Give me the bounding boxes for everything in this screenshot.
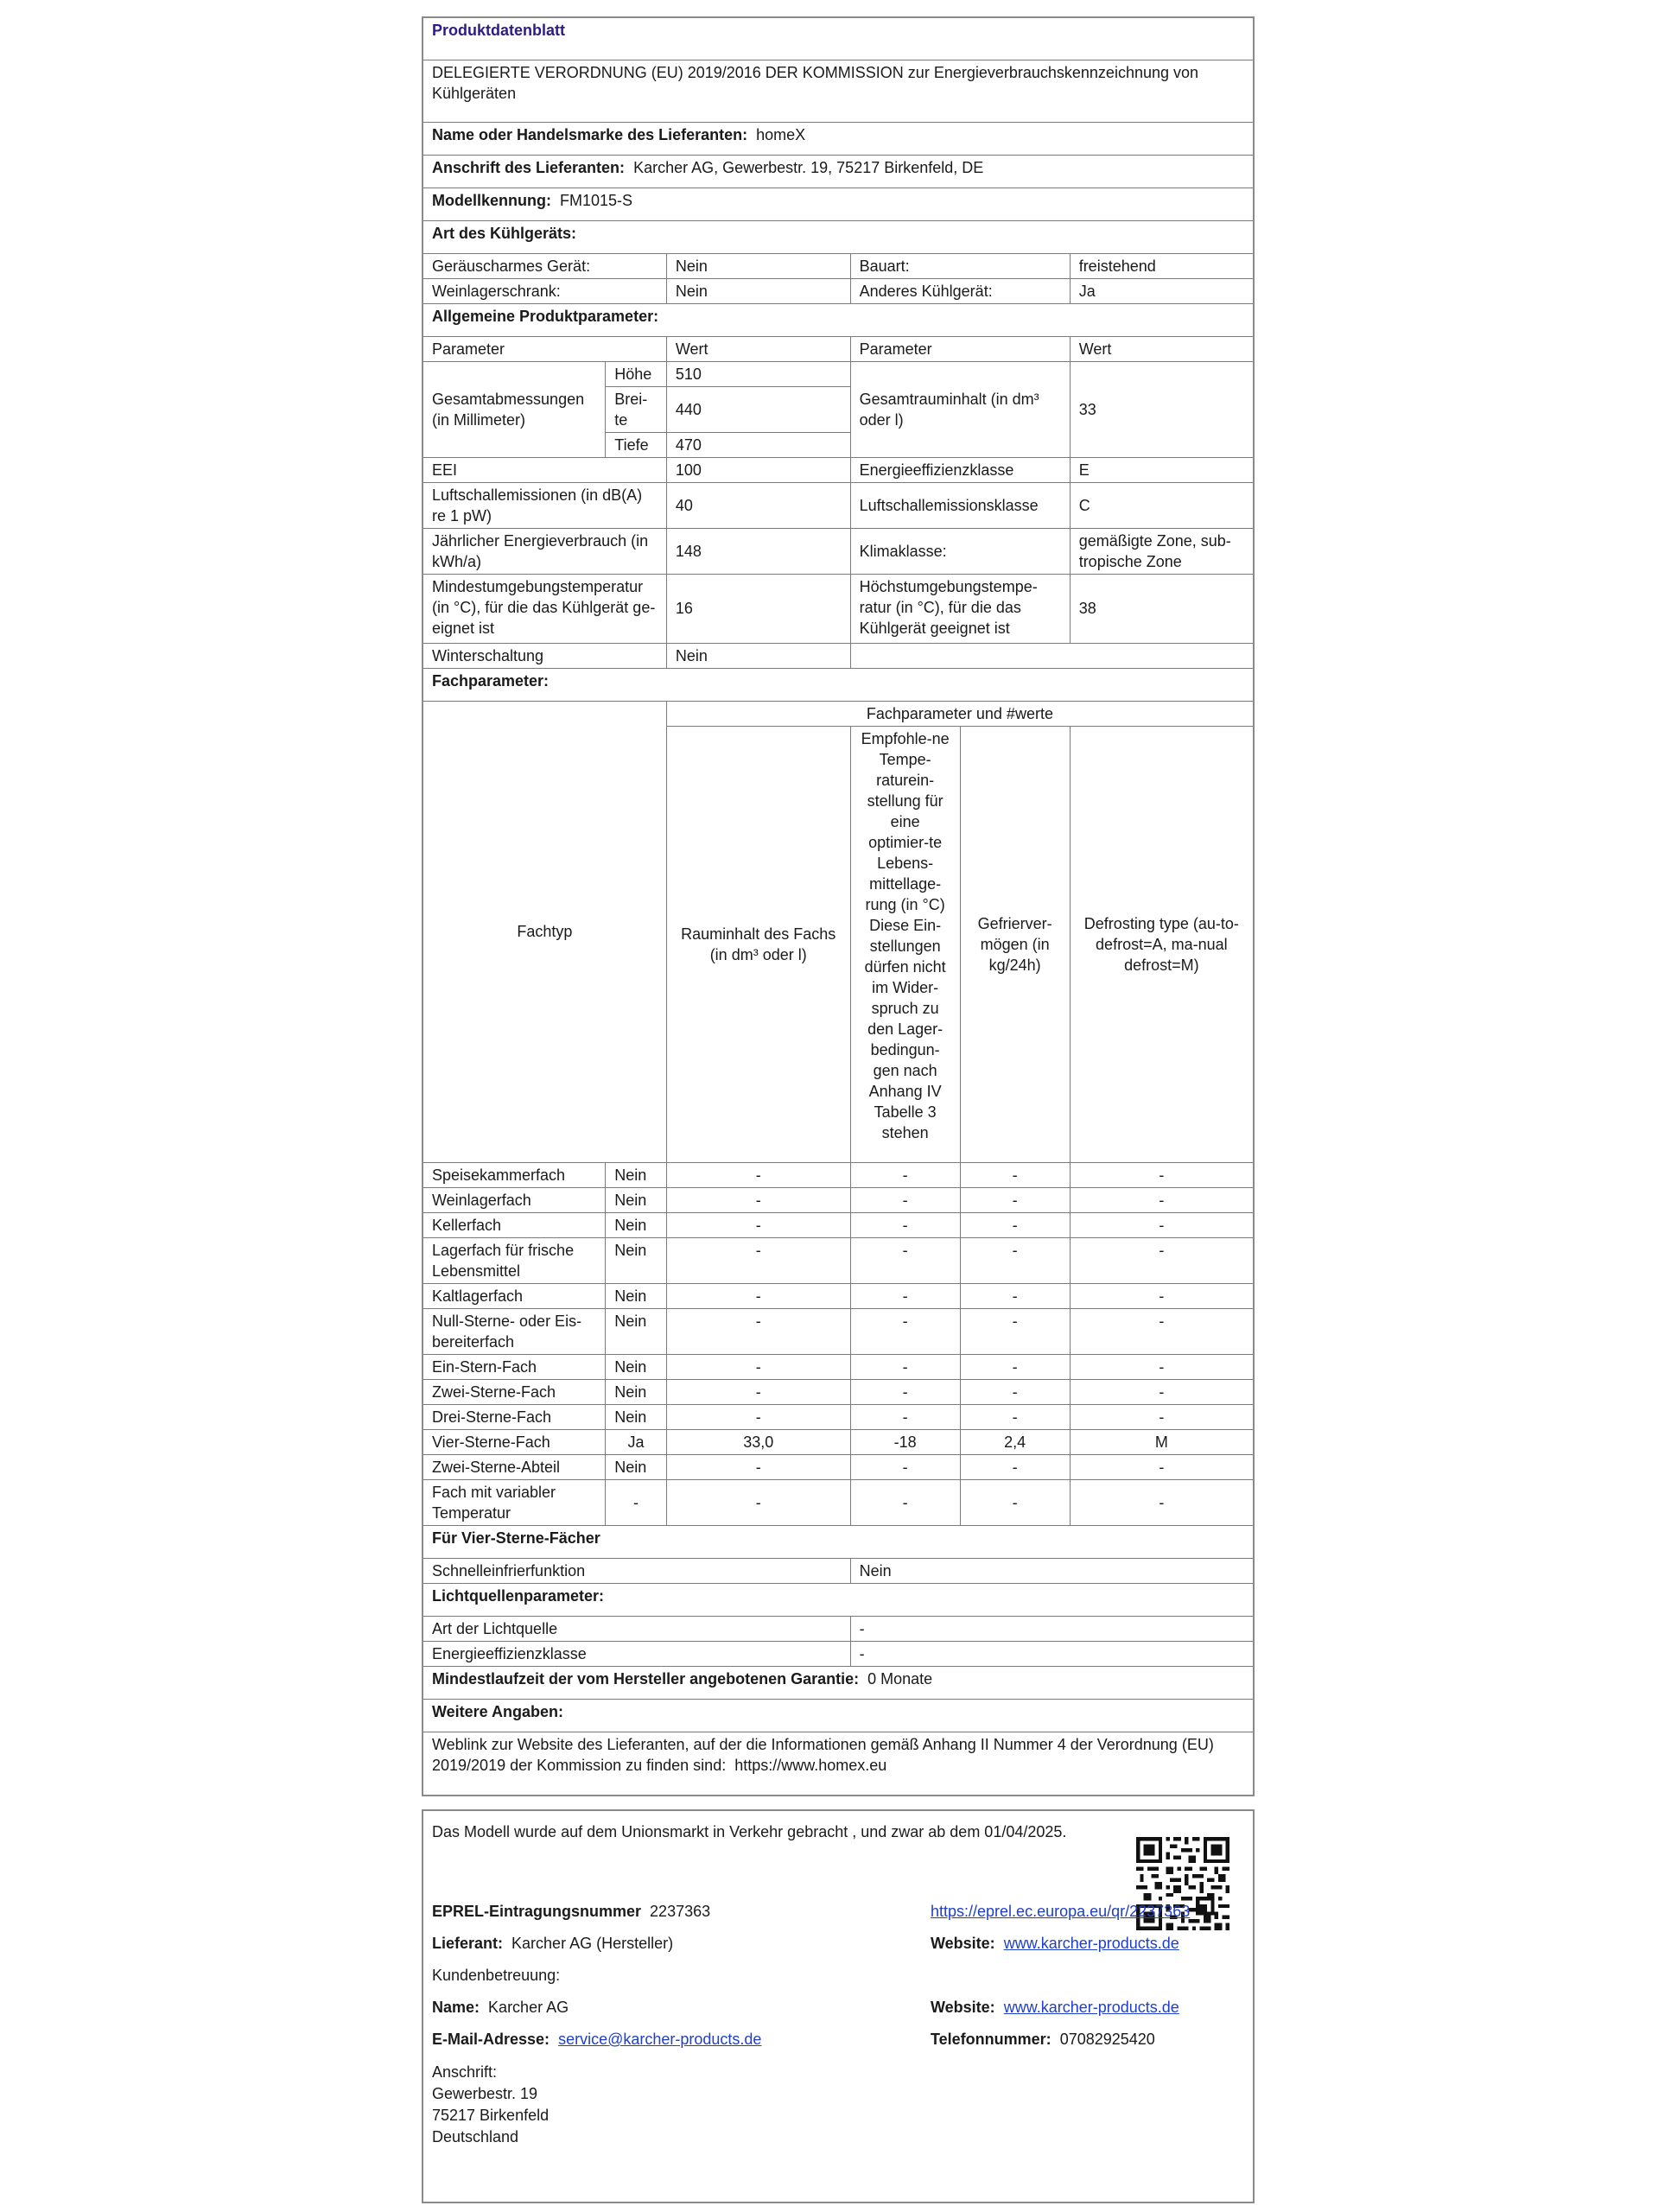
compartment-present: Nein — [606, 1187, 667, 1212]
dimensions-label: Gesamtabmessungen (in Millimeter) — [423, 361, 606, 457]
website-row — [931, 1933, 1179, 1954]
compartment-defrost: - — [1070, 1404, 1253, 1429]
email-link[interactable]: service@karcher-products.de — [558, 2031, 762, 2048]
supplier-name: homeX — [756, 125, 806, 143]
compartment-defrost: M — [1070, 1429, 1253, 1454]
phone-number: 07082925420 — [1059, 2031, 1155, 2048]
compartment-volume: - — [666, 1283, 850, 1308]
supplier-name-row — [423, 122, 1253, 155]
compartment-freeze: - — [960, 1187, 1070, 1212]
other-device-value: Ja — [1070, 278, 1253, 303]
light-source-heading: Lichtquellenparameter: — [423, 1583, 1253, 1616]
compartment-name: Ein-Stern-Fach — [423, 1354, 606, 1379]
eprel-label: EPREL-Eintragungsnummer — [432, 1903, 642, 1920]
compartment-temp: - — [850, 1212, 960, 1237]
compartment-type-header: Fachtyp — [423, 701, 666, 1162]
total-volume-value: 33 — [1070, 361, 1253, 457]
compartment-volume: - — [666, 1308, 850, 1354]
width-label: Brei-te — [606, 386, 667, 432]
climate-class-label: Klimaklasse: — [850, 528, 1070, 574]
quick-freeze-label: Schnelleinfrierfunktion — [423, 1558, 850, 1583]
compartment-volume-header: Rauminhalt des Fachs (in dm³ oder l) — [666, 726, 850, 1162]
compartment-freeze: - — [960, 1379, 1070, 1404]
cs-website-label: Website: — [931, 1999, 995, 2016]
min-temp-label: Mindestumgebungstemperatur (in °C), für die das Kühlgerät ge-eignet ist — [423, 574, 666, 643]
compartment-freeze: - — [960, 1479, 1070, 1525]
compartment-temp: - — [850, 1237, 960, 1283]
table-row — [423, 1404, 1253, 1429]
light-class-value: - — [850, 1641, 1253, 1666]
annual-consumption-value: 148 — [666, 528, 850, 574]
compartment-freeze: - — [960, 1308, 1070, 1354]
compartment-temp: - — [850, 1187, 960, 1212]
website-label: Website: — [931, 1935, 995, 1952]
compartment-defrost: - — [1070, 1308, 1253, 1354]
table-row — [423, 1379, 1253, 1404]
compartment-defrost: - — [1070, 1212, 1253, 1237]
design-value: freistehend — [1070, 253, 1253, 278]
compartment-temp: -18 — [850, 1429, 960, 1454]
cs-name: Karcher AG — [488, 1999, 569, 2016]
compartment-name: Vier-Sterne-Fach — [423, 1429, 606, 1454]
compartment-present: Nein — [606, 1237, 667, 1283]
compartment-defrost: - — [1070, 1379, 1253, 1404]
market-date-text: Das Modell wurde auf dem Unionsmarkt in Verkehr gebracht , und zwar ab dem 01/04/2025. — [432, 1823, 1067, 1840]
compartment-temp: - — [850, 1354, 960, 1379]
wine-cabinet-label: Weinlagerschrank: — [423, 278, 666, 303]
compartment-defrost: - — [1070, 1187, 1253, 1212]
eei-value: 100 — [666, 457, 850, 482]
compartment-volume: - — [666, 1237, 850, 1283]
supplier-address-label: Anschrift des Lieferanten: — [432, 158, 626, 176]
compartment-volume: - — [666, 1479, 850, 1525]
annual-consumption-label: Jährlicher Energieverbrauch (in kWh/a) — [423, 528, 666, 574]
eprel-number: 2237363 — [650, 1903, 711, 1920]
energy-class-label: Energieeffizienzklasse — [850, 457, 1070, 482]
cs-website-row — [931, 1997, 1179, 2018]
model-row — [423, 188, 1253, 220]
compartment-temp: - — [850, 1162, 960, 1187]
footer-supplier-label: Lieferant: — [432, 1935, 504, 1952]
compartment-name: Zwei-Sterne-Fach — [423, 1379, 606, 1404]
compartment-temp: - — [850, 1454, 960, 1479]
low-noise-label: Geräuscharmes Gerät: — [423, 253, 666, 278]
compartment-name: Null-Sterne- oder Eis-bereiterfach — [423, 1308, 606, 1354]
compartment-name: Kaltlagerfach — [423, 1283, 606, 1308]
light-type-value: - — [850, 1616, 1253, 1641]
compartment-freeze-header: Gefrierver-mögen (in kg/24h) — [960, 726, 1070, 1162]
height-value: 510 — [666, 361, 850, 386]
compartment-volume: - — [666, 1404, 850, 1429]
footer-box — [422, 1809, 1255, 2203]
depth-label: Tiefe — [606, 432, 667, 457]
compartment-name: Kellerfach — [423, 1212, 606, 1237]
compartment-name: Speisekammerfach — [423, 1162, 606, 1187]
light-class-label: Energieeffizienzklasse — [423, 1641, 850, 1666]
compartment-defrost: - — [1070, 1354, 1253, 1379]
noise-value: 40 — [666, 482, 850, 528]
compartment-name: Weinlagerfach — [423, 1187, 606, 1212]
cs-name-label: Name: — [432, 1999, 480, 2016]
max-temp-value: 38 — [1070, 574, 1253, 643]
address-line: Gewerbestr. 19 — [432, 2085, 538, 2102]
compartment-present: Nein — [606, 1404, 667, 1429]
winter-switch-value: Nein — [666, 643, 850, 668]
weblink-text: Weblink zur Website des Lieferanten, auf der die Informationen gemäß Anhang II Nummer 4 der Verordnung (EU) 2019/2019 der Kommission zu finden sind: — [432, 1735, 1214, 1774]
weblink-row — [423, 1732, 1253, 1795]
table-row — [423, 1187, 1253, 1212]
compartment-params-heading: Fachparameter: — [423, 668, 1253, 701]
compartment-freeze: - — [960, 1404, 1070, 1429]
compartment-temp: - — [850, 1308, 960, 1354]
table-row — [423, 1162, 1253, 1187]
compartment-present: Nein — [606, 1379, 667, 1404]
compartment-volume: - — [666, 1162, 850, 1187]
warranty-label: Mindestlaufzeit der vom Hersteller angebotenen Garantie: — [432, 1669, 860, 1688]
col-value-header: Wert — [666, 336, 850, 361]
compartment-temp-header: Empfohle-ne Tempe-raturein-stellung für eine optimier-te Lebens-mittellage-rung (in °C) Diese Ein-stellungen dürfen nicht im Wider-spruch zu den Lager-bedingun-gen nach Anhang IV Tabelle 3 stehen — [850, 726, 960, 1162]
total-volume-label: Gesamtrauminhalt (in dm³ oder l) — [850, 361, 1070, 457]
compartment-temp: - — [850, 1379, 960, 1404]
compartment-freeze: - — [960, 1212, 1070, 1237]
compartment-present: Nein — [606, 1308, 667, 1354]
compartment-name: Lagerfach für frische Lebensmittel — [423, 1237, 606, 1283]
compartment-present: - — [606, 1479, 667, 1525]
compartment-freeze: 2,4 — [960, 1429, 1070, 1454]
quick-freeze-value: Nein — [850, 1558, 1253, 1583]
table-row — [423, 1454, 1253, 1479]
customer-service-heading: Kundenbetreuung: — [432, 1967, 561, 1984]
col-param-header: Parameter — [423, 336, 666, 361]
noise-class-label: Luftschallemissionsklasse — [850, 482, 1070, 528]
energy-class-value: E — [1070, 457, 1253, 482]
supplier-address-row — [423, 155, 1253, 188]
compartment-defrost-header: Defrosting type (au-to-defrost=A, ma-nual defrost=M) — [1070, 726, 1253, 1162]
other-device-label: Anderes Kühlgerät: — [850, 278, 1070, 303]
light-type-label: Art der Lichtquelle — [423, 1616, 850, 1641]
compartment-name: Drei-Sterne-Fach — [423, 1404, 606, 1429]
warranty-value: 0 Monate — [867, 1669, 933, 1688]
supplier-address: Karcher AG, Gewerbestr. 19, 75217 Birkenfeld, DE — [633, 158, 984, 176]
supplier-name-label: Name oder Handelsmarke des Lieferanten: — [432, 125, 748, 143]
device-type-heading: Art des Kühlgeräts: — [423, 220, 1253, 253]
compartment-name: Fach mit variabler Temperatur — [423, 1479, 606, 1525]
compartment-volume: - — [666, 1354, 850, 1379]
compartment-name: Zwei-Sterne-Abteil — [423, 1454, 606, 1479]
eei-label: EEI — [423, 457, 666, 482]
more-info-heading: Weitere Angaben: — [423, 1699, 1253, 1732]
model-label: Modellkennung: — [432, 191, 551, 209]
address-label: Anschrift: — [432, 2063, 498, 2081]
product-data-sheet — [422, 16, 1255, 1796]
four-star-heading: Für Vier-Sterne-Fächer — [423, 1525, 1253, 1558]
table-row — [423, 1354, 1253, 1379]
model-id: FM1015-S — [560, 191, 633, 209]
compartment-freeze: - — [960, 1237, 1070, 1283]
address-line: Deutschland — [432, 2128, 519, 2145]
compartment-volume: - — [666, 1212, 850, 1237]
compartment-present: Nein — [606, 1454, 667, 1479]
width-value: 440 — [666, 386, 850, 432]
compartment-volume: - — [666, 1379, 850, 1404]
compartment-present: Nein — [606, 1354, 667, 1379]
page-title: Produktdatenblatt — [423, 18, 1253, 60]
supplier-row — [432, 1933, 673, 1954]
compartment-volume: - — [666, 1454, 850, 1479]
compartment-temp: - — [850, 1404, 960, 1429]
table-row — [423, 1212, 1253, 1237]
regulation-text: DELEGIERTE VERORDNUNG (EU) 2019/2016 DER KOMMISSION zur Energieverbrauchskennzeichnung von Kühlgeräten — [423, 60, 1253, 122]
cs-website-link[interactable]: www.karcher-products.de — [1003, 1999, 1179, 2016]
compartment-freeze: - — [960, 1454, 1070, 1479]
footer-supplier: Karcher AG (Hersteller) — [511, 1935, 674, 1952]
table-row — [423, 1429, 1253, 1454]
email-row — [432, 2029, 761, 2050]
table-row — [423, 1283, 1253, 1308]
weblink-url[interactable]: https://www.homex.eu — [734, 1756, 887, 1774]
address-line: 75217 Birkenfeld — [432, 2107, 550, 2124]
compartment-group-header: Fachparameter und #werte — [666, 701, 1253, 726]
compartment-present: Nein — [606, 1212, 667, 1237]
col-param-header-2: Parameter — [850, 336, 1070, 361]
website-link[interactable]: www.karcher-products.de — [1003, 1935, 1179, 1952]
compartment-defrost: - — [1070, 1283, 1253, 1308]
phone-label: Telefonnummer: — [931, 2031, 1052, 2048]
eprel-link[interactable]: https://eprel.ec.europa.eu/qr/2237363 — [931, 1903, 1191, 1920]
compartment-freeze: - — [960, 1283, 1070, 1308]
height-label: Höhe — [606, 361, 667, 386]
low-noise-value: Nein — [666, 253, 850, 278]
compartment-volume: - — [666, 1187, 850, 1212]
compartment-defrost: - — [1070, 1237, 1253, 1283]
general-params-heading: Allgemeine Produktparameter: — [423, 303, 1253, 336]
climate-class-value: gemäßigte Zone, sub-tropische Zone — [1070, 528, 1253, 574]
compartment-volume: 33,0 — [666, 1429, 850, 1454]
noise-class-value: C — [1070, 482, 1253, 528]
max-temp-label: Höchstumgebungstempe-ratur (in °C), für die das Kühlgerät geeignet ist — [850, 574, 1070, 643]
table-row — [423, 1237, 1253, 1283]
compartment-defrost: - — [1070, 1454, 1253, 1479]
table-row — [423, 1308, 1253, 1354]
winter-switch-label: Winterschaltung — [423, 643, 666, 668]
compartment-freeze: - — [960, 1354, 1070, 1379]
min-temp-value: 16 — [666, 574, 850, 643]
compartment-present: Ja — [606, 1429, 667, 1454]
cs-name-row — [432, 1997, 569, 2018]
table-row — [423, 1479, 1253, 1525]
design-label: Bauart: — [850, 253, 1070, 278]
compartment-defrost: - — [1070, 1162, 1253, 1187]
col-value-header-2: Wert — [1070, 336, 1253, 361]
email-label: E-Mail-Adresse: — [432, 2031, 550, 2048]
phone-row — [931, 2029, 1155, 2050]
compartment-defrost: - — [1070, 1479, 1253, 1525]
depth-value: 470 — [666, 432, 850, 457]
noise-label: Luftschallemissionen (in dB(A) re 1 pW) — [423, 482, 666, 528]
eprel-row — [432, 1901, 710, 1922]
compartment-present: Nein — [606, 1162, 667, 1187]
warranty-row — [423, 1666, 1253, 1699]
compartment-temp: - — [850, 1283, 960, 1308]
sheet-table — [423, 18, 1253, 1795]
wine-cabinet-value: Nein — [666, 278, 850, 303]
compartment-temp: - — [850, 1479, 960, 1525]
compartment-present: Nein — [606, 1283, 667, 1308]
compartment-freeze: - — [960, 1162, 1070, 1187]
